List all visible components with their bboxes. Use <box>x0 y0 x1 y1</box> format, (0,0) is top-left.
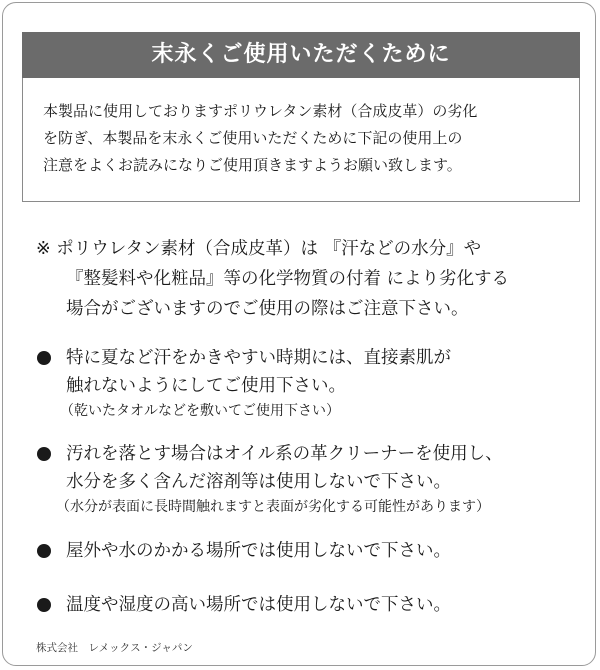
caution-note <box>36 234 576 324</box>
bullet-subnote: （水分が表面に長時間触れますと表面が劣化する可能性があります） <box>56 499 490 515</box>
note-line: 『整髪料や化粧品』等の化学物質の付着 により劣化する <box>66 269 510 289</box>
intro-box <box>22 78 580 202</box>
bullet-subnote: （乾いたタオルなどを敷いてご使用下さい） <box>60 403 340 419</box>
bullet-line: 水分を多く含んだ溶剤等は使用しないで下さい。 <box>66 472 451 492</box>
company-name: 株式会社 レメックス・ジャパン <box>36 642 193 654</box>
bullet-item-sweat <box>36 344 576 422</box>
bullet-line: 屋外や水のかかる場所では使用しないで下さい。 <box>66 541 451 561</box>
intro-line: 注意をよくお読みになりご使用頂きますようお願い致します。 <box>43 156 462 174</box>
note-line: ※ ポリウレタン素材（合成皮革）は 『汗などの水分』や <box>36 239 482 259</box>
bullet-line: 触れないようにしてご使用下さい。 <box>66 376 346 396</box>
page-title: 末永くご使用いただくために <box>22 32 580 78</box>
bullet-icon <box>37 447 51 461</box>
bullet-icon <box>37 544 51 558</box>
intro-line: 本製品に使用しておりますポリウレタン素材（合成皮革）の劣化 <box>43 102 478 120</box>
bullet-icon <box>37 598 51 612</box>
bullet-line: 汚れを落とす場合はオイル系の革クリーナーを使用し、 <box>66 444 503 464</box>
bullet-line: 特に夏など汗をかきやすい時期には、直接素肌が <box>66 348 451 368</box>
bullet-item-cleaning <box>36 440 576 518</box>
note-line: 場合がございますのでご使用の際はご注意下さい。 <box>66 299 469 319</box>
bullet-icon <box>37 351 51 365</box>
intro-line: を防ぎ、本製品を末永くご使用いただくために下記の使用上の <box>43 129 463 147</box>
bullet-line: 温度や湿度の高い場所では使用しないで下さい。 <box>66 595 451 615</box>
bullet-item-humidity <box>36 591 576 619</box>
bullet-item-outdoor <box>36 537 576 565</box>
